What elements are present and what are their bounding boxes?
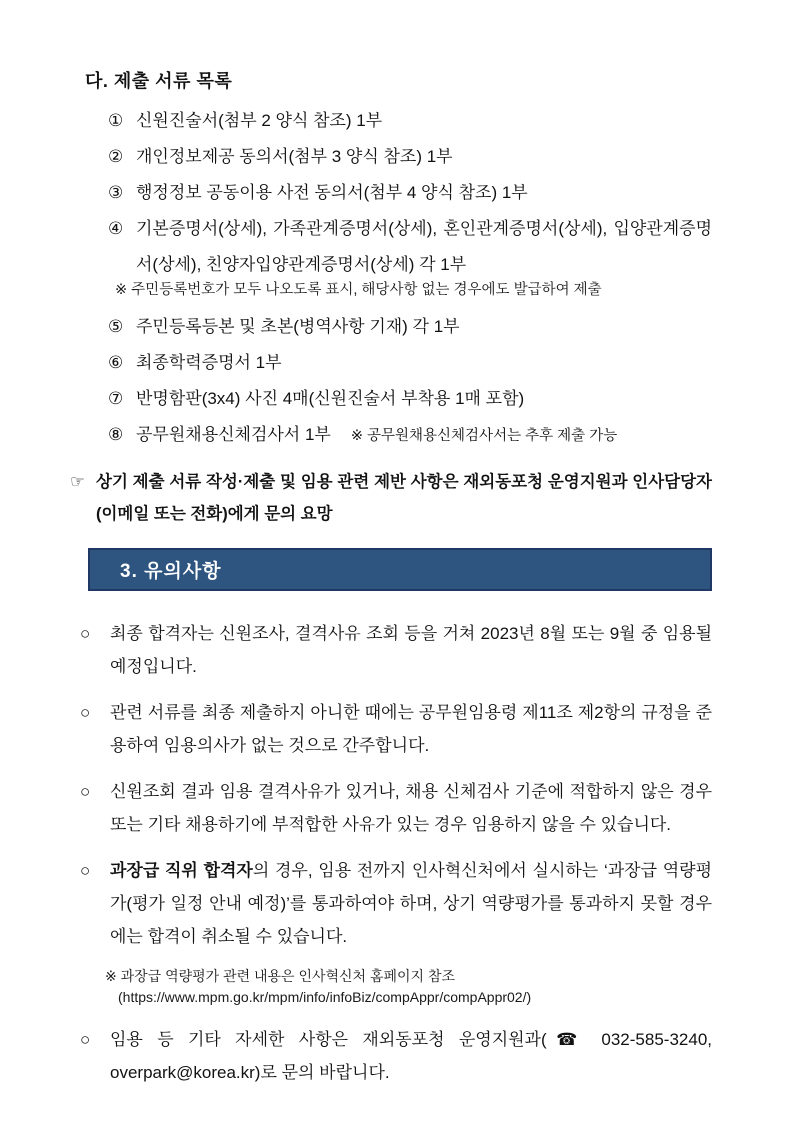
- item-text: 최종학력증명서 1부: [136, 353, 282, 372]
- bullet-text: 관련 서류를 최종 제출하지 아니한 때에는 공무원임용령 제11조 제2항의 규정을 준용하여 임용의사가 없는 것으로 간주합니다.: [110, 703, 712, 755]
- item-number: ③: [108, 183, 124, 202]
- contact-pointer-text: 상기 제출 서류 작성·제출 및 임용 관련 제반 사항은 재외동포청 운영지원과 인사담당자(이메일 또는 전화)에게 문의 요망: [96, 473, 712, 523]
- notice-section-banner: [88, 548, 712, 591]
- submit-document-list: [108, 103, 712, 454]
- resident-number-note: ※ 주민등록번호가 모두 나오도록 표시, 해당사항 없는 경우에도 발급하여 제출: [115, 282, 602, 298]
- submit-section-title: 다. 제출 서류 목록: [85, 71, 233, 91]
- circle-bullet-icon: ○: [80, 861, 91, 880]
- circle-bullet-icon: ○: [80, 1030, 91, 1049]
- item-text-main: 공무원채용신체검사서 1부: [136, 425, 331, 444]
- submit-item-7: [108, 381, 712, 417]
- document-body: [70, 68, 712, 1102]
- item-number: ④: [108, 219, 124, 238]
- contact-pointer: [70, 466, 712, 530]
- submit-item-8: [108, 417, 712, 454]
- notice-bullet-list: [70, 617, 712, 1089]
- item-text: 주민등록등본 및 초본(병역사항 기재) 각 1부: [136, 317, 460, 336]
- notice-bullet-3: [80, 775, 712, 841]
- item-text: 기본증명서(상세), 가족관계증명서(상세), 혼인관계증명서(상세), 입양관계증명서(상세), 친양자입양관계증명서(상세) 각 1부: [136, 219, 712, 274]
- bullet-bold-text: 과장급 직위 합격자: [110, 861, 253, 880]
- submit-item-2: [108, 139, 712, 175]
- submit-item-1: [108, 103, 712, 139]
- notice-bullet-4: [80, 854, 712, 953]
- item-text: 개인정보제공 동의서(첨부 3 양식 참조) 1부: [136, 147, 453, 166]
- bullet-text: 최종 합격자는 신원조사, 결격사유 조회 등을 거쳐 2023년 8월 또는 9월 중 임용될 예정입니다.: [110, 624, 712, 676]
- evaluation-note-url: (https://www.mpm.go.kr/mpm/info/infoBiz/compAppr/compAppr02/): [118, 989, 532, 1005]
- item-text: 행정정보 공동이용 사전 동의서(첨부 4 양식 참조) 1부: [136, 183, 528, 202]
- item-number: ⑦: [108, 389, 124, 408]
- circle-bullet-icon: ○: [80, 782, 91, 801]
- item-number: ⑧: [108, 425, 124, 444]
- notice-bullet-5: [80, 1023, 712, 1089]
- submit-item-5: [108, 309, 712, 345]
- bullet-text: 신원조회 결과 임용 결격사유가 있거나, 채용 신체검사 기준에 적합하지 않은 경우 또는 기타 채용하기에 부적합한 사유가 있는 경우 임용하지 않을 수 있습니다.: [110, 782, 712, 834]
- submit-item-4: [108, 211, 712, 283]
- submit-item-6: [108, 345, 712, 381]
- submit-item-3: [108, 175, 712, 211]
- item-text: [136, 417, 712, 454]
- bullet-text: [110, 854, 712, 953]
- circle-bullet-icon: ○: [80, 703, 91, 722]
- notice-bullet-2: [80, 696, 712, 762]
- item-text: 반명함판(3x4) 사진 4매(신원진술서 부착용 1매 포함): [136, 389, 525, 408]
- bullet-text: 임용 등 기타 자세한 사항은 재외동포청 운영지원과(☎ 032-585-3240, overpark@korea.kr)로 문의 바랍니다.: [110, 1030, 712, 1082]
- item-number: ①: [108, 111, 124, 130]
- notice-bullet-1: [80, 617, 712, 683]
- evaluation-note-text: ※ 과장급 역량평가 관련 내용은 인사혁신처 홈페이지 참조: [105, 968, 456, 984]
- item-number: ②: [108, 147, 124, 166]
- pointing-hand-icon: ☞: [70, 473, 85, 491]
- evaluation-reference-note: [105, 966, 712, 1008]
- item-text: 신원진술서(첨부 2 양식 참조) 1부: [136, 111, 383, 130]
- medical-exam-note: ※ 공무원채용신체검사서는 추후 제출 가능: [350, 428, 618, 444]
- bullet-rest-text: 의 경우, 임용 전까지 인사혁신처에서 실시하는 ‘과장급 역량평가(평가 일정 안내 예정)’를 통과하여야 하며, 상기 역량평가를 통과하지 못할 경우에는 합격이 취소될 수 있습니다.: [110, 861, 712, 946]
- item-number: ⑤: [108, 317, 124, 336]
- notice-section-title: 3. 유의사항: [120, 561, 222, 582]
- item-number: ⑥: [108, 353, 124, 372]
- circle-bullet-icon: ○: [80, 624, 91, 643]
